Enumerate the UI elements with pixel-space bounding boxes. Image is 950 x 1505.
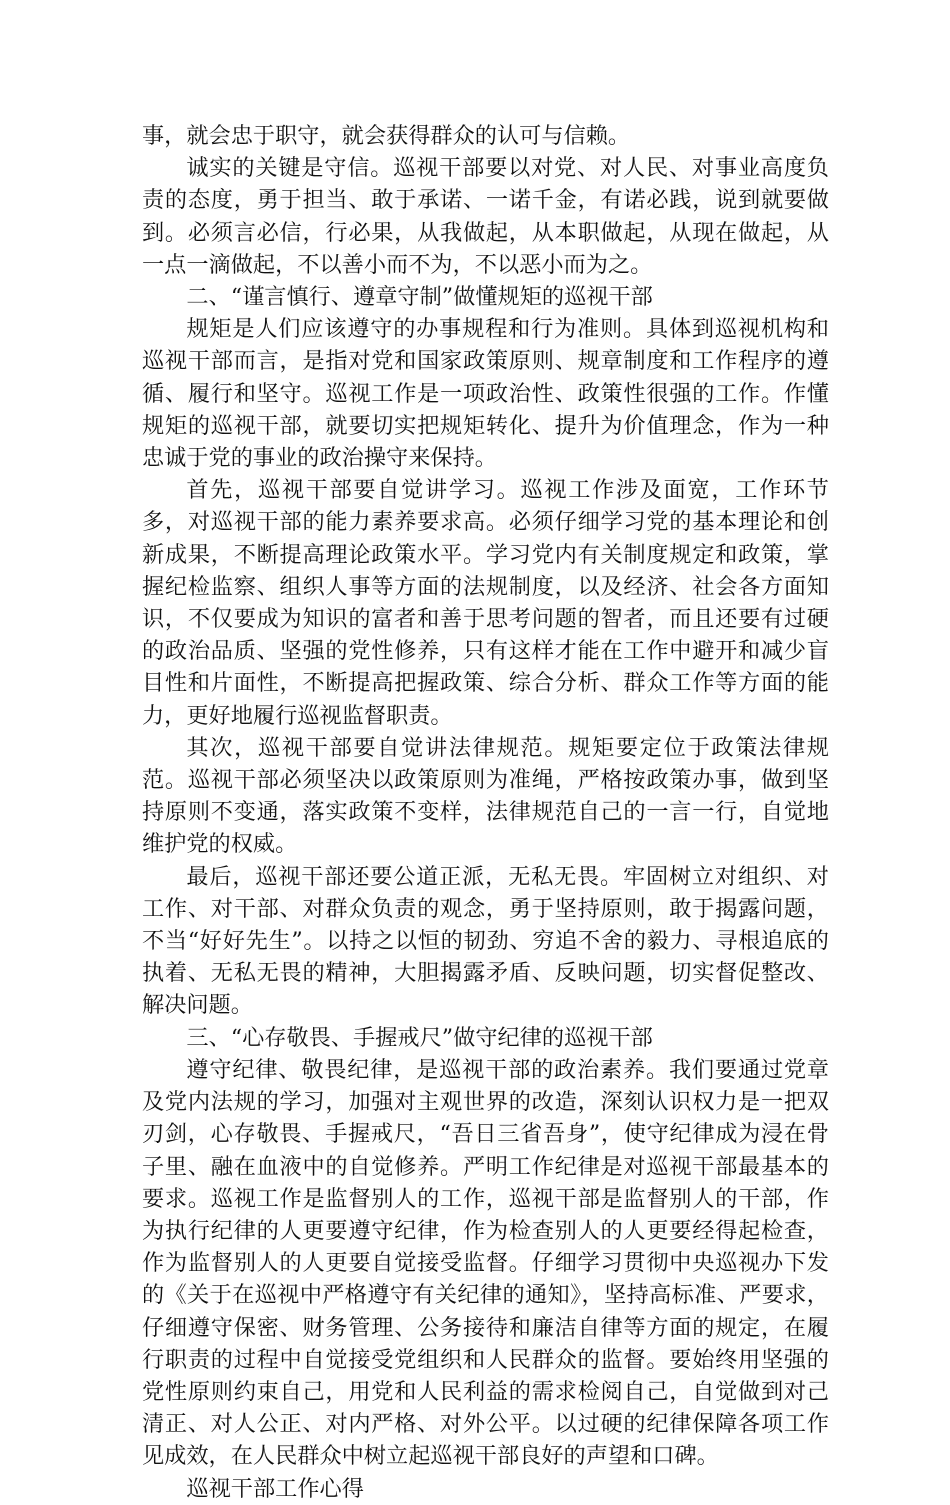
- document-title-footer: 巡视干部工作心得: [186, 1475, 364, 1502]
- section-heading-rules: 二、“谨言慎行、遵章守制”做懂规矩的巡视干部: [186, 284, 653, 311]
- paragraph-finally-integrity: 最后，巡视干部还要公道正派，无私无畏。牢固树立对组织、对工作、对干部、对群众负责的观念，勇于坚持原则，敢于揭露问题，不当“好好先生”。以持之以恒的韧劲、穷追不舍的毅力、寻根追底的执着、无私无畏的精神，大胆揭露矛盾、反映问题，切实督促整改、解决问题。: [142, 863, 829, 1019]
- paragraph-discipline: 遵守纪律、敬畏纪律，是巡视干部的政治素养。我们要通过党章及党内法规的学习，加强对主观世界的改造，深刻认识权力是一把双刃剑，心存敬畏、手握戒尺，“吾日三省吾身”，使守纪律成为浸在骨子里、融在血液中的自觉修养。严明工作纪律是对巡视干部最基本的要求。巡视工作是监督别人的工作，巡视干部是监督别人的干部，作为执行纪律的人更要遵守纪律，作为检查别人的人更要经得起检查，作为监督别人的人更要自觉接受监督。仔细学习贯彻中央巡视办下发的《关于在巡视中严格遵守有关纪律的通知》，坚持高标准、严要求，仔细遵守保密、财务管理、公务接待和廉洁自律等方面的规定，在履行职责的过程中自觉接受党组织和人民群众的监督。要始终用坚强的党性原则约束自己，用党和人民利益的需求检阅自己，自觉做到对己清正、对人公正、对内严格、对外公平。以过硬的纪律保障各项工作见成效，在人民群众中树立起巡视干部良好的声望和口碑。: [142, 1056, 829, 1470]
- document-page: [142, 120, 829, 1505]
- paragraph-honesty-keeping-promises: 诚实的关键是守信。巡视干部要以对党、对人民、对事业高度负责的态度，勇于担当、敢于承诺、一诺千金，有诺必践，说到就要做到。必须言必信，行必果，从我做起，从本职做起，从现在做起，从一点一滴做起，不以善小而不为，不以恶小而为之。: [142, 155, 829, 278]
- paragraph-rules-definition: 规矩是人们应该遵守的办事规程和行为准则。具体到巡视机构和巡视干部而言，是指对党和国家政策原则、规章制度和工作程序的遵循、履行和坚守。巡视工作是一项政治性、政策性很强的工作。作懂规矩的巡视干部，就要切实把规矩转化、提升为价值理念，作为一种忠诚于党的事业的政治操守来保持。: [142, 316, 829, 472]
- paragraph-first-study: 首先，巡视干部要自觉讲学习。巡视工作涉及面宽，工作环节多，对巡视干部的能力素养要求高。必须仔细学习党的基本理论和创新成果，不断提高理论政策水平。学习党内有关制度规定和政策，掌握纪检监察、组织人事等方面的法规制度，以及经济、社会各方面知识，不仅要成为知识的富者和善于思考问题的智者，而且还要有过硬的政治品质、坚强的党性修养，只有这样才能在工作中避开和减少盲目性和片面性，不断提高把握政策、综合分析、群众工作等方面的能力，更好地履行巡视监督职责。: [142, 477, 829, 729]
- section-heading-discipline: 三、“心存敬畏、手握戒尺”做守纪律的巡视干部: [186, 1024, 653, 1051]
- paragraph-continuation: 事，就会忠于职守，就会获得群众的认可与信赖。: [142, 123, 631, 149]
- paragraph-second-law: 其次，巡视干部要自觉讲法律规范。规矩要定位于政策法律规范。巡视干部必须坚决以政策原则为准绳，严格按政策办事，做到坚持原则不变通，落实政策不变样，法律规范自己的一言一行，自觉地维护党的权威。: [142, 734, 829, 858]
